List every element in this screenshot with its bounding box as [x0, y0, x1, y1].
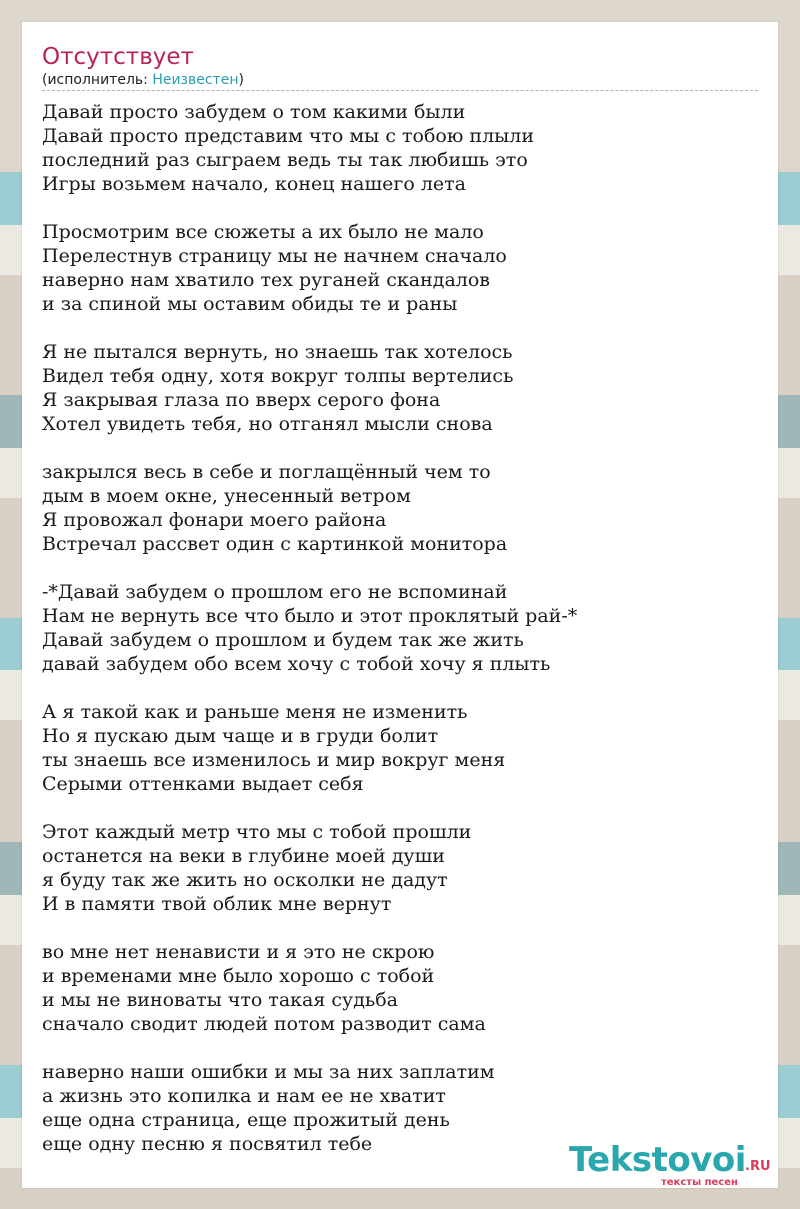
- lyric-line: -*Давай забудем о прошлом его не вспоминай: [42, 581, 508, 603]
- lyric-line: и за спиной мы оставим обиды те и раны: [42, 293, 458, 315]
- lyrics-stanza: [42, 220, 758, 316]
- lyrics-stanza: [42, 700, 758, 796]
- lyric-line: Встречал рассвет один с картинкой монитора: [42, 533, 508, 555]
- lyric-line: Я не пытался вернуть, но знаешь так хотелось: [42, 341, 513, 363]
- site-logo[interactable]: [569, 1140, 769, 1186]
- lyric-line: давай забудем обо всем хочу с тобой хочу я плыть: [42, 653, 551, 675]
- lyrics-card: [22, 22, 778, 1188]
- lyrics-stanza: [42, 580, 758, 676]
- lyric-line: Этот каждый метр что мы с тобой прошли: [42, 821, 472, 843]
- lyric-line: я буду так же жить но осколки не дадут: [42, 869, 448, 891]
- lyric-line: И в памяти твой облик мне вернут: [42, 893, 392, 915]
- lyric-line: и мы не виноваты что такая судьба: [42, 989, 398, 1011]
- lyric-line: останется на веки в глубине моей души: [42, 845, 445, 867]
- lyrics-stanza: [42, 940, 758, 1036]
- lyric-line: еще одну песню я посвятил тебе: [42, 1133, 373, 1155]
- lyric-line: последний раз сыграем ведь ты так любишь это: [42, 149, 528, 171]
- dashed-divider: [42, 90, 758, 91]
- lyric-line: наверно нам хватило тех руганей скандалов: [42, 269, 490, 291]
- lyric-line: Перелестнув страницу мы не начнем сначало: [42, 245, 507, 267]
- lyric-line: дым в моем окне, унесенный ветром: [42, 485, 411, 507]
- lyric-line: Давай просто забудем о том какими были: [42, 101, 466, 123]
- lyrics-stanza: [42, 340, 758, 436]
- lyric-line: Хотел увидеть тебя, но отганял мысли снова: [42, 413, 493, 435]
- artist-link[interactable]: Неизвестен: [152, 72, 239, 88]
- lyric-line: Просмотрим все сюжеты а их было не мало: [42, 221, 484, 243]
- song-title: Отсутствует: [42, 44, 194, 70]
- lyric-line: Я закрывая глаза по вверх серого фона: [42, 389, 441, 411]
- lyric-line: Я провожал фонари моего района: [42, 509, 387, 531]
- lyric-line: Серыми оттенками выдает себя: [42, 773, 364, 795]
- lyric-line: наверно наши ошибки и мы за них заплатим: [42, 1061, 495, 1083]
- artist-suffix: ): [238, 72, 244, 88]
- artist-line: [42, 71, 244, 89]
- lyric-line: во мне нет ненависти и я это не скрою: [42, 941, 435, 963]
- lyrics-body: [42, 100, 758, 1180]
- lyric-line: а жизнь это копилка и нам ее не хватит: [42, 1085, 446, 1107]
- lyric-line: ты знаешь все изменилось и мир вокруг меня: [42, 749, 506, 771]
- lyrics-stanza: [42, 460, 758, 556]
- lyric-line: Давай просто представим что мы с тобою плыли: [42, 125, 534, 147]
- lyrics-stanza: [42, 820, 758, 916]
- lyric-line: Давай забудем о прошлом и будем так же жить: [42, 629, 524, 651]
- lyric-line: сначало сводит людей потом разводит сама: [42, 1013, 486, 1035]
- lyric-line: Нам не вернуть все что было и этот проклятый рай-*: [42, 605, 578, 627]
- lyric-line: еще одна страница, еще прожитый день: [42, 1109, 450, 1131]
- lyric-line: Видел тебя одну, хотя вокруг толпы вертелись: [42, 365, 514, 387]
- lyric-line: и временами мне было хорошо с тобой: [42, 965, 435, 987]
- lyric-line: Но я пускаю дым чаще и в груди болит: [42, 725, 439, 747]
- logo-domain-suffix: .RU: [745, 1159, 771, 1174]
- lyrics-stanza: [42, 100, 758, 196]
- lyric-line: закрылся весь в себе и поглащённый чем то: [42, 461, 491, 483]
- lyric-line: Игры возьмем начало, конец нашего лета: [42, 173, 466, 195]
- lyric-line: А я такой как и раньше меня не изменить: [42, 701, 468, 723]
- artist-prefix: (исполнитель:: [42, 72, 153, 88]
- logo-tagline: тексты песен: [661, 1177, 738, 1188]
- logo-wordmark: Tekstovoi: [569, 1140, 746, 1180]
